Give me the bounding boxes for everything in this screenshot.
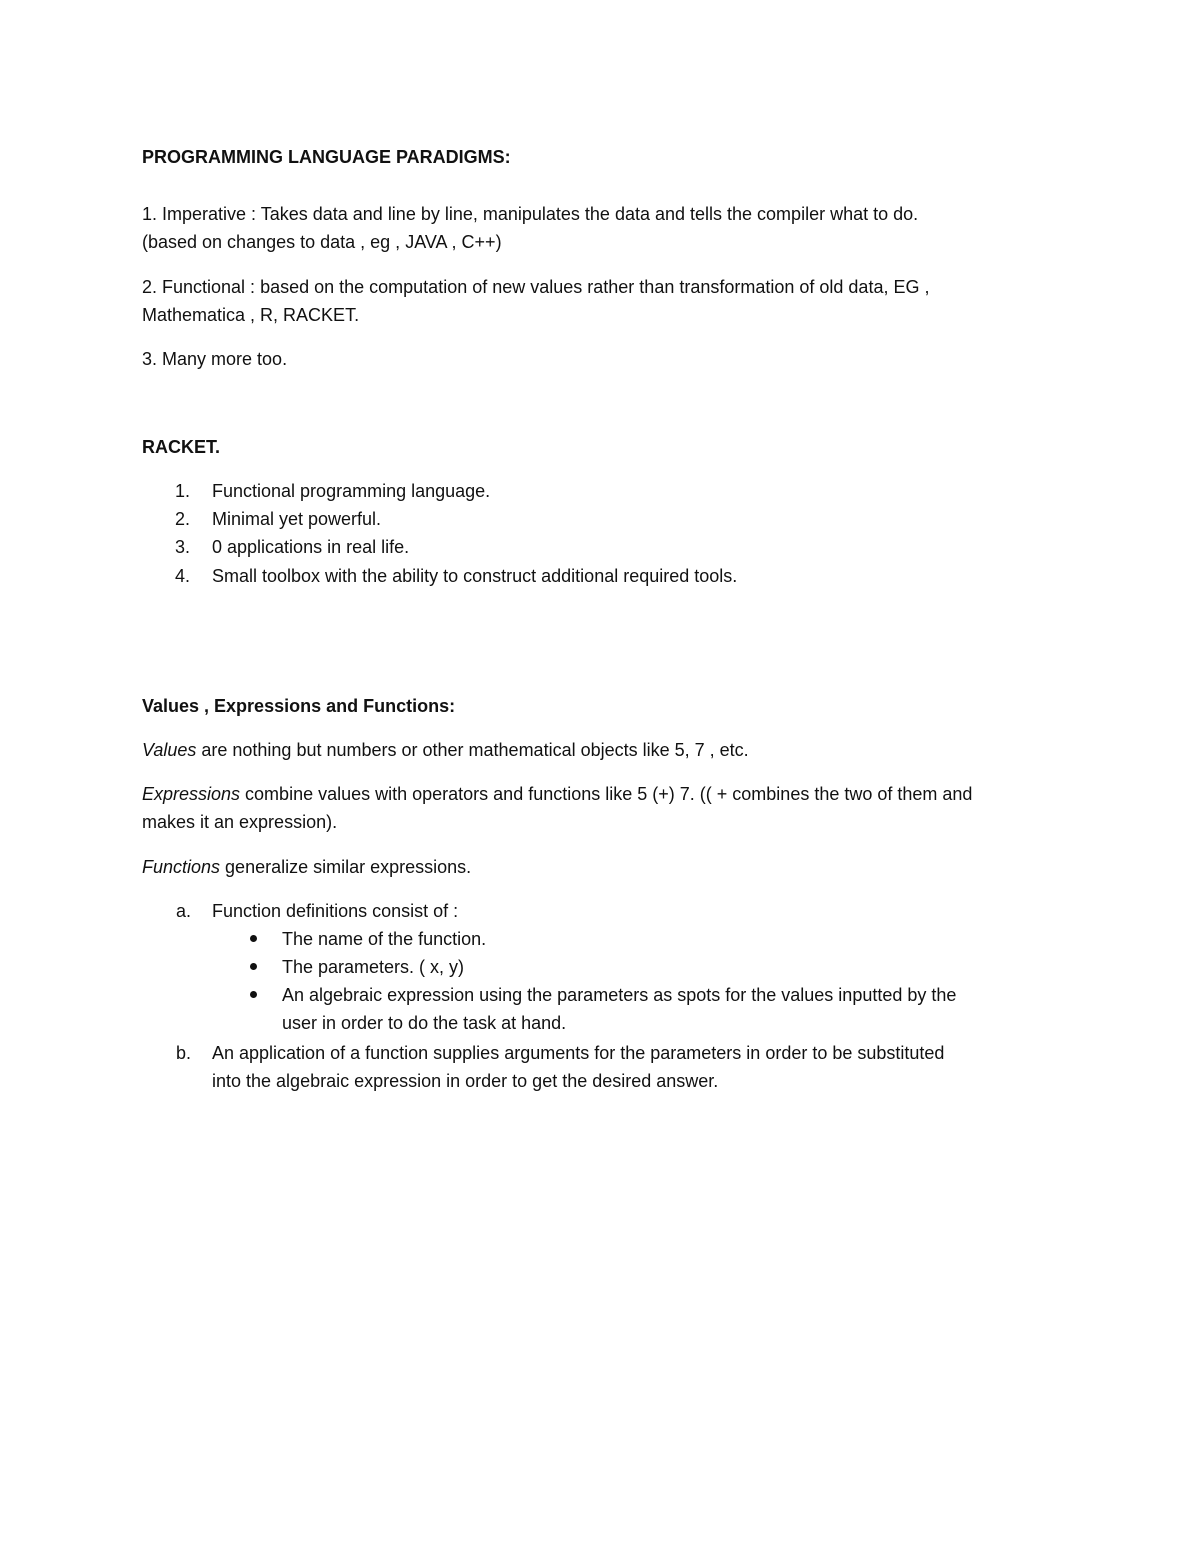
values-paragraph <box>142 736 749 764</box>
heading-values-expressions-functions: Values , Expressions and Functions: <box>142 696 456 716</box>
list-item-text-continued: into the algebraic expression in order to get the desired answer. <box>212 1071 719 1091</box>
expressions-paragraph-line1 <box>142 780 972 808</box>
values-description: are nothing but numbers or other mathematical objects like 5, 7 , etc. <box>196 740 749 760</box>
list-marker: a. <box>176 901 192 921</box>
expressions-description: combine values with operators and functions like 5 (+) 7. (( + combines the two of them and <box>240 784 973 804</box>
paradigm-more: 3. Many more too. <box>142 349 288 369</box>
list-marker: 4. <box>175 566 191 586</box>
paradigm-functional-line1: 2. Functional : based on the computation of new values rather than transformation of old data, EG , <box>142 277 930 297</box>
bullet-icon <box>250 991 257 998</box>
heading-racket: RACKET. <box>142 437 221 457</box>
list-item-text: Small toolbox with the ability to construct additional required tools. <box>212 566 738 586</box>
list-item-text: The name of the function. <box>282 929 487 949</box>
list-item-text: An application of a function supplies arguments for the parameters in order to be substituted <box>212 1043 945 1063</box>
functions-paragraph <box>142 853 471 881</box>
bullet-icon <box>250 963 257 970</box>
list-marker: 3. <box>175 537 191 557</box>
list-item-text: The parameters. ( x, y) <box>282 957 465 977</box>
functions-term: Functions <box>142 857 221 877</box>
paradigm-functional-line2: Mathematica , R, RACKET. <box>142 305 360 325</box>
bullet-icon <box>250 935 257 942</box>
paradigm-imperative-line2: (based on changes to data , eg , JAVA , C++) <box>142 232 502 252</box>
list-item-text: Functional programming language. <box>212 481 491 501</box>
heading-paradigms: PROGRAMMING LANGUAGE PARADIGMS: <box>142 147 511 167</box>
paradigm-imperative-line1: 1. Imperative : Takes data and line by line, manipulates the data and tells the compiler what to do. <box>142 204 919 224</box>
values-term: Values <box>142 740 197 760</box>
list-item-text: 0 applications in real life. <box>212 537 410 557</box>
list-item-text: An algebraic expression using the parameters as spots for the values inputted by the <box>282 985 957 1005</box>
functions-description: generalize similar expressions. <box>220 857 472 877</box>
list-item-text-continued: user in order to do the task at hand. <box>282 1013 567 1033</box>
list-marker: 1. <box>175 481 191 501</box>
list-item-text: Minimal yet powerful. <box>212 509 382 529</box>
list-marker: 2. <box>175 509 191 529</box>
expressions-term: Expressions <box>142 784 241 804</box>
list-item-text: Function definitions consist of : <box>212 901 459 921</box>
expressions-paragraph-line2: makes it an expression). <box>142 812 338 832</box>
list-marker: b. <box>176 1043 192 1063</box>
